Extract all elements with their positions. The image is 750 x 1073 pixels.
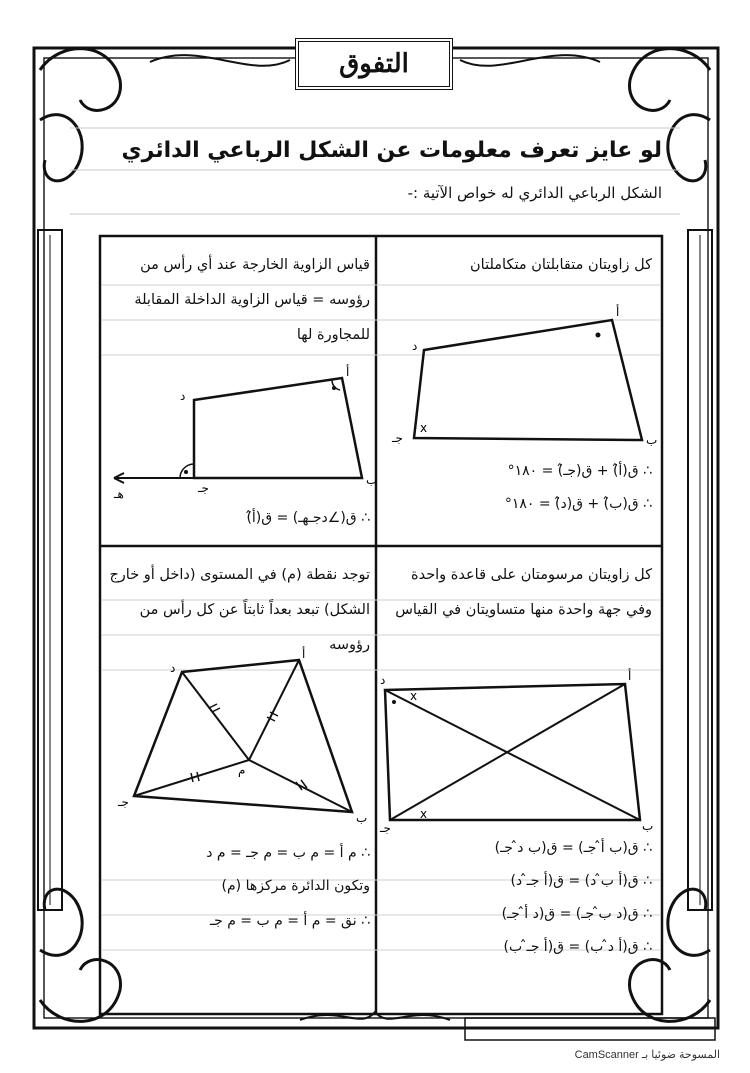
property-2-formula-1: ∴ ق(∠دجـهـ) = ق(أ̂) — [246, 510, 370, 526]
property-2-text: قياس الزاوية الخارجة عند أي رأس من رؤوسه = قياس الزاوية الداخلة المقابلة للمجاورة لها — [134, 257, 370, 343]
vertex-b-label: ب — [646, 433, 658, 447]
point-e-label: هـ — [114, 487, 124, 501]
section-subheading: الشكل الرباعي الدائري له خواص الآتية :- — [407, 184, 662, 202]
center-m-label: م — [238, 763, 246, 777]
vertex-b-label-2: ب — [366, 473, 378, 487]
property-1-formula-2: ∴ ق(ب̂) + ق(د̂) = ١٨٠° — [504, 496, 652, 512]
property-4-formula-3: ∴ نق = م أ = م ب = م جـ — [209, 913, 370, 929]
vertex-c-label: جـ — [392, 431, 403, 445]
property-1-formula-1: ∴ ق(أ̂) + ق(جـ̂) = ١٨٠° — [507, 463, 652, 479]
angle-x-label-3b: x — [420, 807, 428, 821]
vertex-d-label: د — [412, 339, 418, 353]
vertex-d-label-2: د — [180, 389, 186, 403]
vertex-b-label-3: ب — [642, 819, 654, 833]
property-3-formula-3: ∴ ق(د ب̂ جـ) = ق(د أ̂ جـ) — [501, 906, 652, 922]
property-4-formula-2: وتكون الدائرة مركزها (م) — [221, 878, 370, 894]
property-3-diagram — [380, 669, 658, 835]
section-heading: لو عايز تعرف معلومات عن الشكل الرباعي الدائري — [121, 138, 662, 163]
vertex-c-label-2: جـ — [198, 481, 209, 495]
page-title: التفوق — [295, 38, 453, 90]
vertex-c-label-4: جـ — [118, 795, 129, 809]
vertex-a-label-2: أ — [346, 365, 350, 379]
vertex-b-label-4: ب — [356, 811, 368, 825]
property-3-formula-2: ∴ ق(أ ب̂ د) = ق(أ جـ̂ د) — [510, 873, 652, 889]
vertex-a-label-3: أ — [628, 669, 632, 683]
vertex-d-label-3: د — [380, 673, 386, 687]
vertex-d-label-4: د — [170, 661, 176, 675]
vertex-a-label-4: أ — [302, 647, 306, 661]
property-3-formula-4: ∴ ق(أ د̂ ب) = ق(أ جـ̂ ب) — [503, 939, 652, 955]
property-4-formula-1: ∴ م أ = م ب = م جـ = م د — [206, 845, 370, 861]
vertex-a-label: أ — [616, 305, 620, 319]
property-1-diagram — [384, 290, 656, 460]
angle-x-label: x — [420, 421, 428, 435]
scanner-stamp: المسوحة ضوئيا بـ CamScanner — [574, 1049, 720, 1061]
angle-x-label-3a: x — [410, 689, 418, 703]
property-4-diagram — [104, 647, 374, 830]
property-3-text: كل زاويتان مرسومتان على قاعدة واحدة وفي جهة واحدة منها متساويتان في القياس — [395, 567, 652, 618]
property-4-text: توجد نقطة (م) في المستوى (داخل أو خارج الشكل) تبعد بعداً ثابتاً عن كل رأس من رؤوسه — [109, 567, 370, 653]
property-3-formula-1: ∴ ق(ب أ̂ جـ) = ق(ب د̂ جـ) — [494, 840, 652, 856]
property-1-text: كل زاويتان متقابلتان متكاملتان — [470, 257, 652, 273]
property-2-diagram — [104, 360, 378, 510]
vertex-c-label-3: جـ — [380, 821, 391, 835]
